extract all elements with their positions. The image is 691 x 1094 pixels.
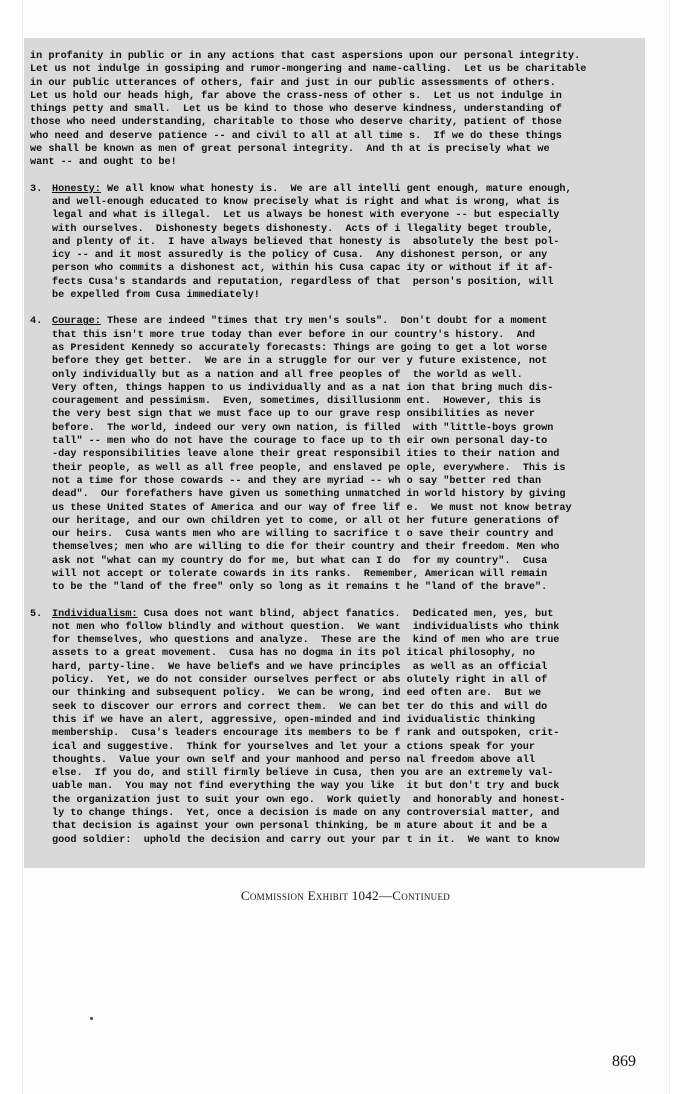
section-individualism xyxy=(30,608,637,847)
section-honesty xyxy=(30,183,637,303)
section-number: 5. xyxy=(30,608,43,620)
page-number: 869 xyxy=(612,1053,636,1070)
intro-paragraph: in profanity in public or in any actions that cast aspersions upon our personal integrity. Let us not indulge in gossiping and rumor-mongering and name-calling. Let us be charitable in our public utterances of others, fair and just in our public assessments of others. Let us hold our heads high, far above the crass-ness of other s. Let us not indulge in things petty and small. Let us be kind to those who deserve kindness, understanding of those who need understanding, charitable to those who deserve charity, patient of those who need and deserve patience -- and civil to all at all time s. If we do these things we shall be known as men of great personal integrity. And th at is precisely what we want -- and ought to be! xyxy=(30,51,587,169)
scanned-document xyxy=(24,38,645,868)
section-body xyxy=(52,608,637,847)
section-heading: Courage: xyxy=(52,316,101,328)
section-number: 4. xyxy=(30,316,43,328)
section-heading: Honesty: xyxy=(52,183,101,195)
exhibit-caption xyxy=(0,888,691,904)
caption-text: Commission Exhibit 1042—Continued xyxy=(240,888,451,903)
section-heading: Individualism: xyxy=(52,608,138,620)
section-text: These are indeed "times that try men's souls". Don't doubt for a moment that this isn't more true today than ever before in our country's history. And as President Kennedy so accurately forecasts: Things are going to get a lot worse before they get better. We are in a struggle for our ver y future existence, not only individually but as a nation and all free peoples of the world as well. Very often, things happen to us individually and as a nat ion that bring much dis- couragement and pessimism. Even, sometimes, disillusionm ent. However, this is the very best sign that we must face up to our grave resp onsibilities as never before. The world, indeed our very own nation, is filled with "little-boys grown tall" -- men who do not have the courage to face up to th eir own personal day-to -day responsibilities leave alone their great responsibil ities to their nation and their people, as well as all free people, and enslaved pe ople, everywhere. This is not a time for those cowards -- and they are myriad -- wh o say "better red than dead". Our forefathers have given us something unmatched in world history by giving us these United States of America and our way of free lif e. We must not know betray our heritage, and our own children yet to come, or all ot her future generations of our heirs. Cusa wants men who are willing to sacrifice t o save their country and themselves; men who are willing to die for their country and their freedom. Men who ask not "what can my country do for me, but what can I do for my country". Cusa will not accept or tolerate cowards in its ranks. Remember, American will remain to be the "land of the free" only so long as it remains t he "land of the brave". xyxy=(52,316,572,594)
scan-speck xyxy=(90,1017,93,1020)
section-text: We all know what honesty is. We are all intelli gent enough, mature enough, and well-enough educated to know precisely what is right and what is wrong, what is legal and what is illegal. Let us always be honest with everyone -- but especially with ourselves. Dishonesty begets dishonesty. Acts of i llegality beget trouble, and plenty of it. I have always believed that honesty is absolutely the best pol- icy -- and it most assuredly is the policy of Cusa. Any dishonest person, or any person who commits a dishonest act, within his Cusa capac ity or without if it af- fects Cusa's standards and reputation, regardless of that person's position, will be expelled from Cusa immediately! xyxy=(52,183,572,302)
section-text: Cusa does not want blind, abject fanatics. Dedicated men, yes, but not men who follow blindly and without question. We want individualists who think for themselves, who questions and analyze. These are the kind of men who are true assets to a great movement. Cusa has no dogma in its pol itical philosophy, no hard, party-line. We have beliefs and we have principles as well as an official policy. Yet, we do not consider ourselves perfect or abs olutely right in all of our thinking and subsequent policy. We can be wrong, ind eed often are. But we seek to discover our errors and correct them. We can bet ter do this and will do this if we have an alert, aggressive, open-minded and ind ividualistic thinking membership. Cusa's leaders encourage its members to be f rank and outspoken, crit- ical and suggestive. Think for yourselves and let your a ctions speak for your thoughts. Value your own self and your manhood and perso nal freedom above all else. If you do, and still firmly believe in Cusa, then you are an extremely val- uable man. You may not find everything the way you like it but don't try and buck the organization just to suit your own ego. Work quietly and honorably and honest- ly to change things. Yet, once a decision is made on any controversial matter, and that decision is against your own personal thinking, be m ature about it and be a good soldier: uphold the decision and carry out your par t in it. We want to know xyxy=(52,608,566,846)
section-body xyxy=(52,315,637,594)
section-body xyxy=(52,183,637,303)
section-courage xyxy=(30,315,637,594)
section-number: 3. xyxy=(30,183,43,195)
